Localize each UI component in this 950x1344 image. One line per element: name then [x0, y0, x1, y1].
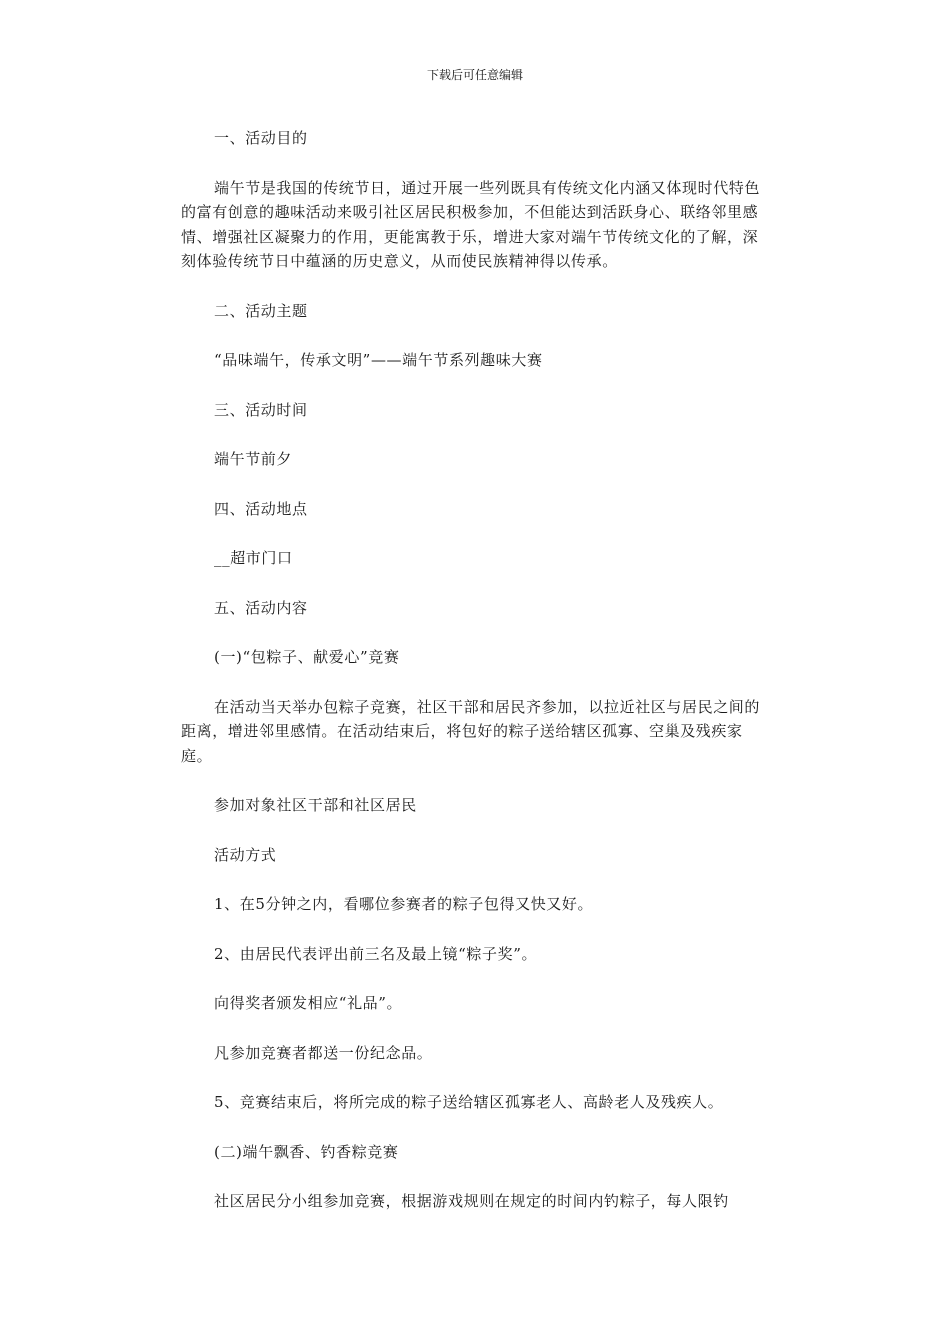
list-item-prize: 向得奖者颁发相应“礼品”。 [214, 994, 403, 1012]
paragraph-method-title: 活动方式 [214, 845, 277, 864]
heading-time: 三、活动时间 [214, 400, 308, 419]
paragraph-location: __超市门口 [214, 549, 293, 567]
subheading-zongzi-contest: (一)“包粽子、献爱心”竞赛 [214, 648, 400, 666]
list-item-2: 2、由居民代表评出前三名及最上镜“粽子奖”。 [214, 944, 538, 963]
list-item-souvenir: 凡参加竞赛者都送一份纪念品。 [214, 1043, 433, 1062]
heading-location: 四、活动地点 [214, 499, 308, 518]
page-header: 下载后可任意编辑 [426, 68, 523, 82]
paragraph-fishing-contest: 社区居民分小组参加竞赛，根据游戏规则在规定的时间内钓粽子，每人限钓 [214, 1192, 729, 1210]
heading-purpose: 一、活动目的 [214, 129, 308, 147]
list-item-1: 1、在5分钟之内，看哪位参赛者的粽子包得又快又好。 [214, 895, 594, 913]
document-body [181, 126, 771, 1239]
subheading-fishing-contest: (二)端午飘香、钓香粽竞赛 [214, 1142, 399, 1161]
heading-content: 五、活动内容 [214, 598, 308, 617]
paragraph-time: 端午节前夕 [214, 450, 293, 468]
paragraph-zongzi-contest: 在活动当天举办包粽子竞赛，社区干部和居民齐参加，以拉近社区与居民之间的距离，增进邻里感情。在活动结束后，将包好的粽子送给辖区孤寡、空巢及残疾家庭。 [181, 697, 761, 765]
paragraph-theme: “品味端午，传承文明”——端午节系列趣味大赛 [214, 351, 543, 369]
paragraph-purpose: 端午节是我国的传统节日，通过开展一些列既具有传统文化内涵又体现时代特色的富有创意的趣味活动来吸引社区居民积极参加，不但能达到活跃身心、联络邻里感情、增强社区凝聚力的作用，更能寓教于乐，增进大家对端午节传统文化的了解，深刻体验传统节日中蕴涵的历史意义，从而使民族精神得以传承。 [181, 178, 761, 270]
list-item-5: 5、竞赛结束后，将所完成的粽子送给辖区孤寡老人、高龄老人及残疾人。 [214, 1093, 724, 1111]
heading-theme: 二、活动主题 [214, 301, 308, 320]
paragraph-participants: 参加对象社区干部和社区居民 [214, 796, 417, 814]
